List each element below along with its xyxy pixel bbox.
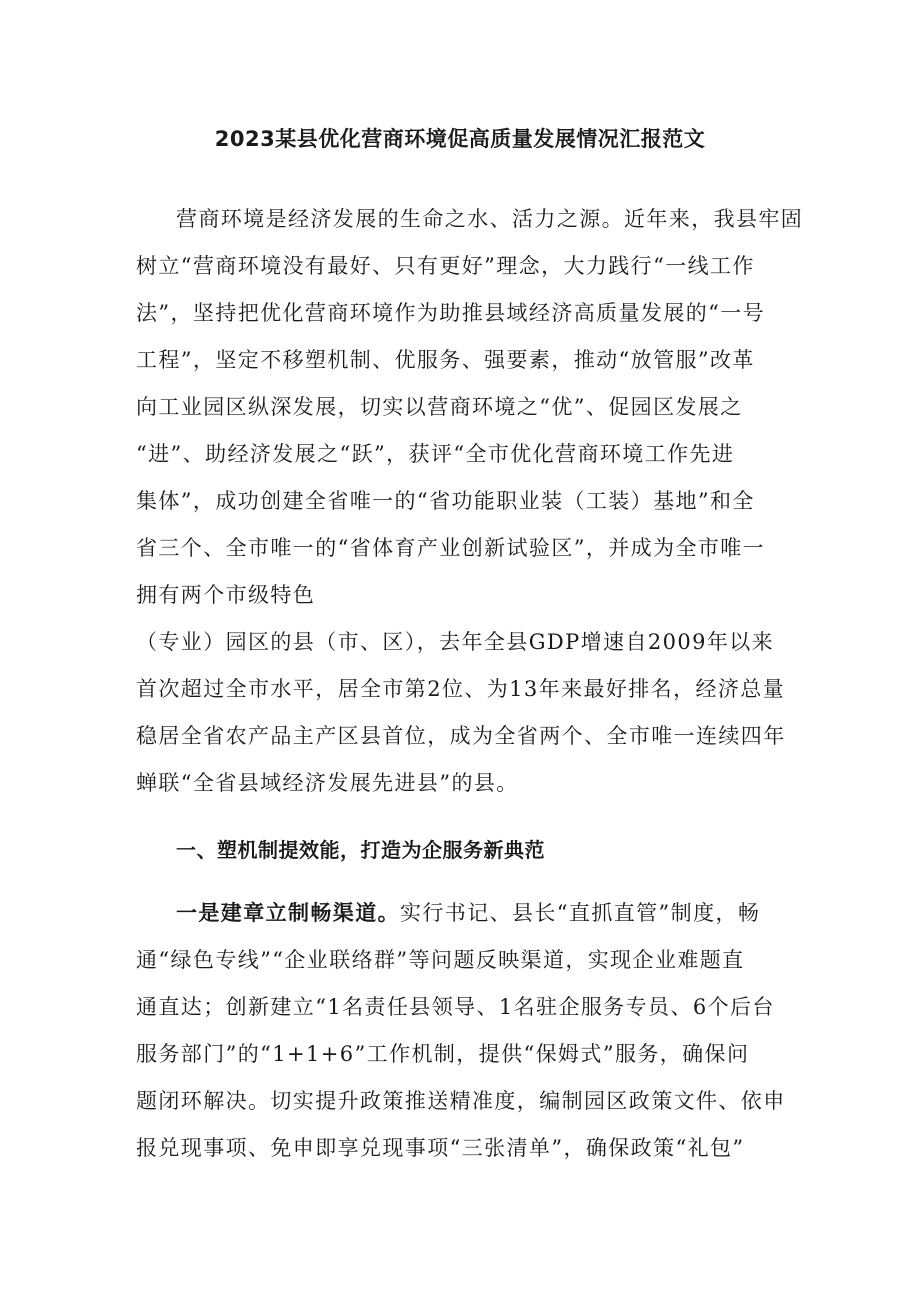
intro-line: 法”，坚持把优化营商环境作为助推县域经济高质量发展的“一号 bbox=[136, 301, 766, 325]
intro-paragraph bbox=[136, 196, 804, 807]
paragraph-line: 服务部门”的“1+1+6”工作机制，提供“保姆式”服务，确保问 bbox=[136, 1042, 750, 1066]
document-title: 2023某县优化营商环境促高质量发展情况汇报范文 bbox=[214, 127, 706, 151]
intro-line: 稳居全省农产品主产区县首位，成为全省两个、全市唯一连续四年 bbox=[136, 724, 786, 748]
paragraph-first-line bbox=[136, 890, 780, 937]
intro-line: “进”、助经济发展之“跃”，获评“全市优化营商环境工作先进 bbox=[136, 442, 735, 466]
paragraph-first-rest: 实行书记、县长“直抓直管”制度，畅 bbox=[400, 901, 761, 925]
intro-line: 集体”，成功创建全省唯一的“省功能职业装（工装）基地”和全 bbox=[136, 489, 755, 513]
intro-line: 营商环境是经济发展的生命之水、活力之源。近年来，我县牢固 bbox=[176, 207, 804, 231]
intro-line: 拥有两个市级特色 bbox=[136, 583, 316, 607]
intro-line: 向工业园区纵深发展，切实以营商环境之“优”、促园区发展之 bbox=[136, 395, 743, 419]
intro-line: 首次超过全市水平，居全市第2位、为13年来最好排名，经济总量 bbox=[136, 677, 786, 701]
paragraph-lead: 一是建章立制畅渠道。 bbox=[176, 901, 400, 925]
section1-paragraph bbox=[136, 890, 786, 1172]
paragraph-line: 通“绿色专线”“企业联络群”等问题反映渠道，实现企业难题直 bbox=[136, 948, 745, 972]
paragraph-line: 通直达；创新建立“1名责任县领导、1名驻企服务专员、6个后台 bbox=[136, 995, 775, 1019]
paragraph-line: 题闭环解决。切实提升政策推送精准度，编制园区政策文件、依申 bbox=[136, 1089, 786, 1113]
intro-line: （专业）园区的县（市、区），去年全县GDP增速自2009年以来 bbox=[136, 630, 775, 654]
section-heading: 一、塑机制提效能，打造为企服务新典范 bbox=[176, 838, 545, 862]
intro-line: 蝉联“全省县域经济发展先进县”的县。 bbox=[136, 771, 519, 795]
paragraph-line: 报兑现事项、免申即享兑现事项“三张清单”，确保政策“礼包” bbox=[136, 1136, 745, 1160]
intro-line: 工程”，坚定不移塑机制、优服务、强要素，推动“放管服”改革 bbox=[136, 348, 755, 372]
intro-line: 树立“营商环境没有最好、只有更好”理念，大力践行“一线工作 bbox=[136, 254, 755, 278]
intro-line: 省三个、全市唯一的“省体育产业创新试验区”，并成为全市唯一 bbox=[136, 536, 766, 560]
